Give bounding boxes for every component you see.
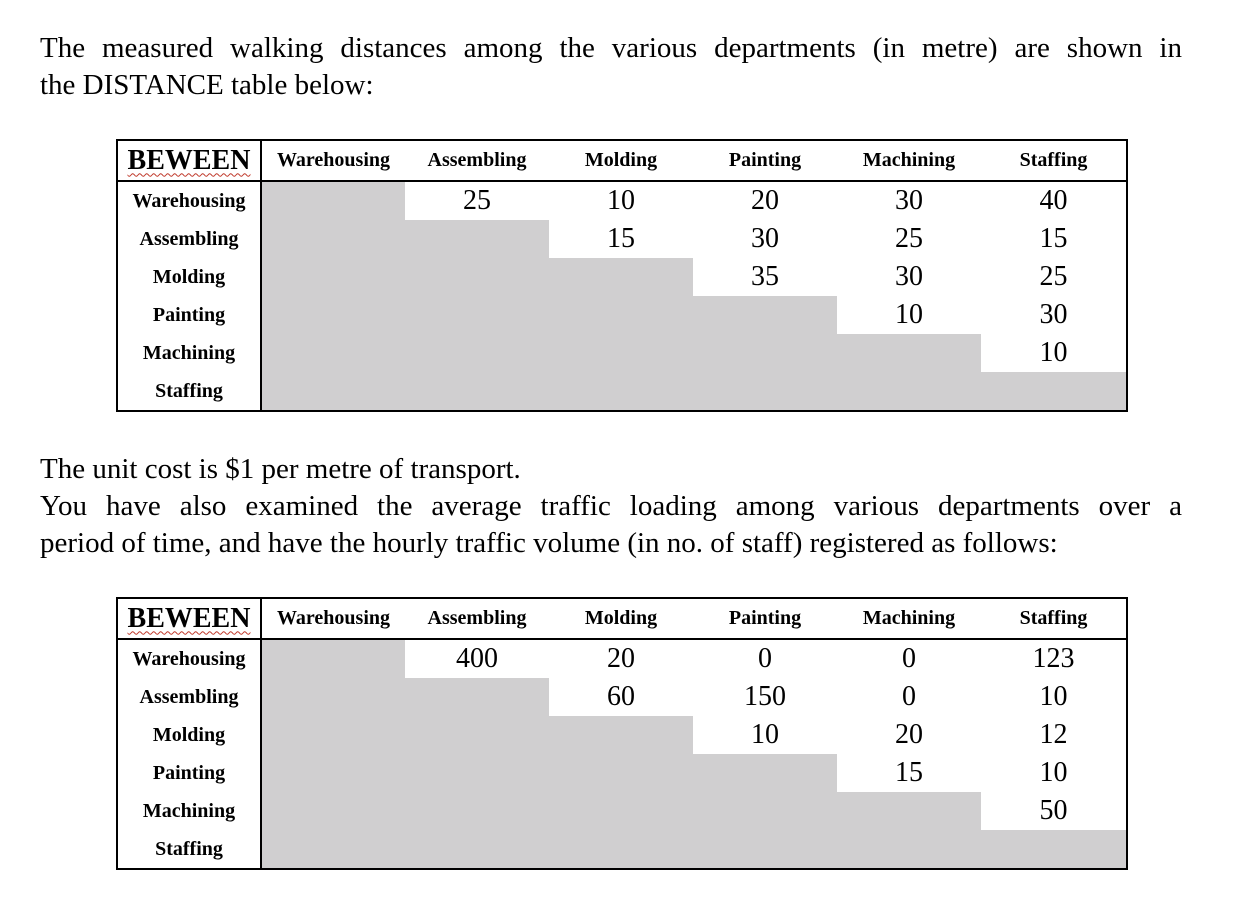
distance-empty-cell [261,296,405,334]
traffic-empty-cell [261,792,405,830]
traffic-value-cell: 10 [751,719,779,750]
traffic-empty-cell [405,678,549,716]
distance-col-header: Machining [837,140,981,181]
distance-value-cell: 15 [607,223,635,254]
traffic-value-cell: 10 [1039,681,1068,712]
traffic-empty-cell [981,830,1127,869]
traffic-row-label: Machining [117,792,261,830]
distance-row-label: Warehousing [117,181,261,220]
distance-col-header: Assembling [405,140,549,181]
distance-empty-cell [693,334,837,372]
middle-line-2: You have also examined the average traffic loading among various departments over a [40,490,1182,522]
traffic-row [117,830,1127,869]
traffic-empty-cell [261,716,405,754]
distance-row-label: Painting [117,296,261,334]
distance-empty-cell [837,334,981,372]
traffic-row-label: Painting [117,754,261,792]
traffic-row [117,792,1127,830]
distance-value-cell: 30 [895,261,923,292]
traffic-value-cell: 0 [902,681,916,712]
distance-empty-cell [405,220,549,258]
distance-col-header: Warehousing [261,140,405,181]
traffic-empty-cell [549,754,693,792]
traffic-empty-cell [837,830,981,869]
distance-empty-cell [405,334,549,372]
intro-paragraph [40,30,1182,104]
distance-empty-cell [981,372,1127,411]
traffic-row [117,754,1127,792]
traffic-value-cell: 20 [607,643,635,674]
traffic-row-label: Assembling [117,678,261,716]
traffic-col-header: Warehousing [261,598,405,639]
traffic-empty-cell [405,830,549,869]
traffic-value-cell: 50 [1039,795,1068,826]
distance-empty-cell [549,334,693,372]
traffic-col-header: Staffing [981,598,1127,639]
traffic-value-cell: 0 [758,643,772,674]
distance-row [117,181,1127,220]
distance-value-cell: 40 [1039,185,1068,216]
traffic-value-cell: 400 [456,643,498,674]
traffic-corner-label: BEWEEN [117,598,261,639]
middle-paragraph [40,451,1182,562]
traffic-value-cell: 10 [1039,757,1068,788]
distance-value-cell: 10 [607,185,635,216]
distance-row-label: Machining [117,334,261,372]
distance-empty-cell [549,296,693,334]
traffic-col-header: Painting [693,598,837,639]
distance-value-cell: 25 [463,185,491,216]
distance-empty-cell [261,334,405,372]
distance-value-cell: 35 [751,261,779,292]
traffic-empty-cell [405,716,549,754]
distance-empty-cell [549,258,693,296]
distance-row [117,372,1127,411]
distance-empty-cell [261,258,405,296]
distance-value-cell: 10 [895,299,923,330]
traffic-empty-cell [837,792,981,830]
distance-row-label: Staffing [117,372,261,411]
traffic-empty-cell [405,754,549,792]
traffic-empty-cell [549,716,693,754]
distance-empty-cell [405,296,549,334]
distance-corner-label: BEWEEN [117,140,261,181]
distance-row [117,296,1127,334]
distance-empty-cell [261,372,405,411]
traffic-empty-cell [261,754,405,792]
distance-empty-cell [405,258,549,296]
traffic-col-header: Molding [549,598,693,639]
distance-col-header: Molding [549,140,693,181]
distance-row-label: Molding [117,258,261,296]
traffic-table [116,597,1128,870]
traffic-empty-cell [693,830,837,869]
distance-value-cell: 15 [1039,223,1068,254]
traffic-row [117,678,1127,716]
traffic-row-label: Staffing [117,830,261,869]
distance-value-cell: 30 [1039,299,1068,330]
traffic-row-label: Molding [117,716,261,754]
distance-row [117,258,1127,296]
traffic-empty-cell [261,830,405,869]
traffic-value-cell: 150 [744,681,786,712]
traffic-empty-cell [693,792,837,830]
middle-line-3: period of time, and have the hourly traffic volume (in no. of staff) registered as follows: [40,527,1058,559]
distance-value-cell: 25 [1039,261,1068,292]
intro-line-2: the DISTANCE table below: [40,69,374,101]
distance-empty-cell [549,372,693,411]
distance-value-cell: 30 [895,185,923,216]
traffic-header-row [117,598,1127,639]
distance-row-label: Assembling [117,220,261,258]
distance-value-cell: 20 [751,185,779,216]
distance-value-cell: 10 [1039,337,1068,368]
traffic-empty-cell [693,754,837,792]
traffic-empty-cell [261,639,405,678]
distance-value-cell: 25 [895,223,923,254]
traffic-value-cell: 20 [895,719,923,750]
traffic-empty-cell [549,792,693,830]
traffic-col-header: Assembling [405,598,549,639]
traffic-row-label: Warehousing [117,639,261,678]
distance-empty-cell [837,372,981,411]
distance-row [117,334,1127,372]
distance-row [117,220,1127,258]
distance-empty-cell [693,296,837,334]
distance-header-row [117,140,1127,181]
traffic-value-cell: 60 [607,681,635,712]
distance-table [116,139,1128,412]
middle-line-1: The unit cost is $1 per metre of transport. [40,453,521,485]
distance-empty-cell [693,372,837,411]
distance-empty-cell [261,220,405,258]
distance-empty-cell [261,181,405,220]
distance-empty-cell [405,372,549,411]
intro-line-1: The measured walking distances among the various departments (in metre) are shown in [40,32,1182,64]
traffic-value-cell: 12 [1039,719,1068,750]
traffic-row [117,716,1127,754]
distance-col-header: Painting [693,140,837,181]
traffic-empty-cell [549,830,693,869]
traffic-col-header: Machining [837,598,981,639]
distance-value-cell: 30 [751,223,779,254]
traffic-value-cell: 15 [895,757,923,788]
traffic-empty-cell [261,678,405,716]
traffic-value-cell: 123 [1032,643,1075,674]
traffic-value-cell: 0 [902,643,916,674]
traffic-row [117,639,1127,678]
distance-col-header: Staffing [981,140,1127,181]
traffic-empty-cell [405,792,549,830]
